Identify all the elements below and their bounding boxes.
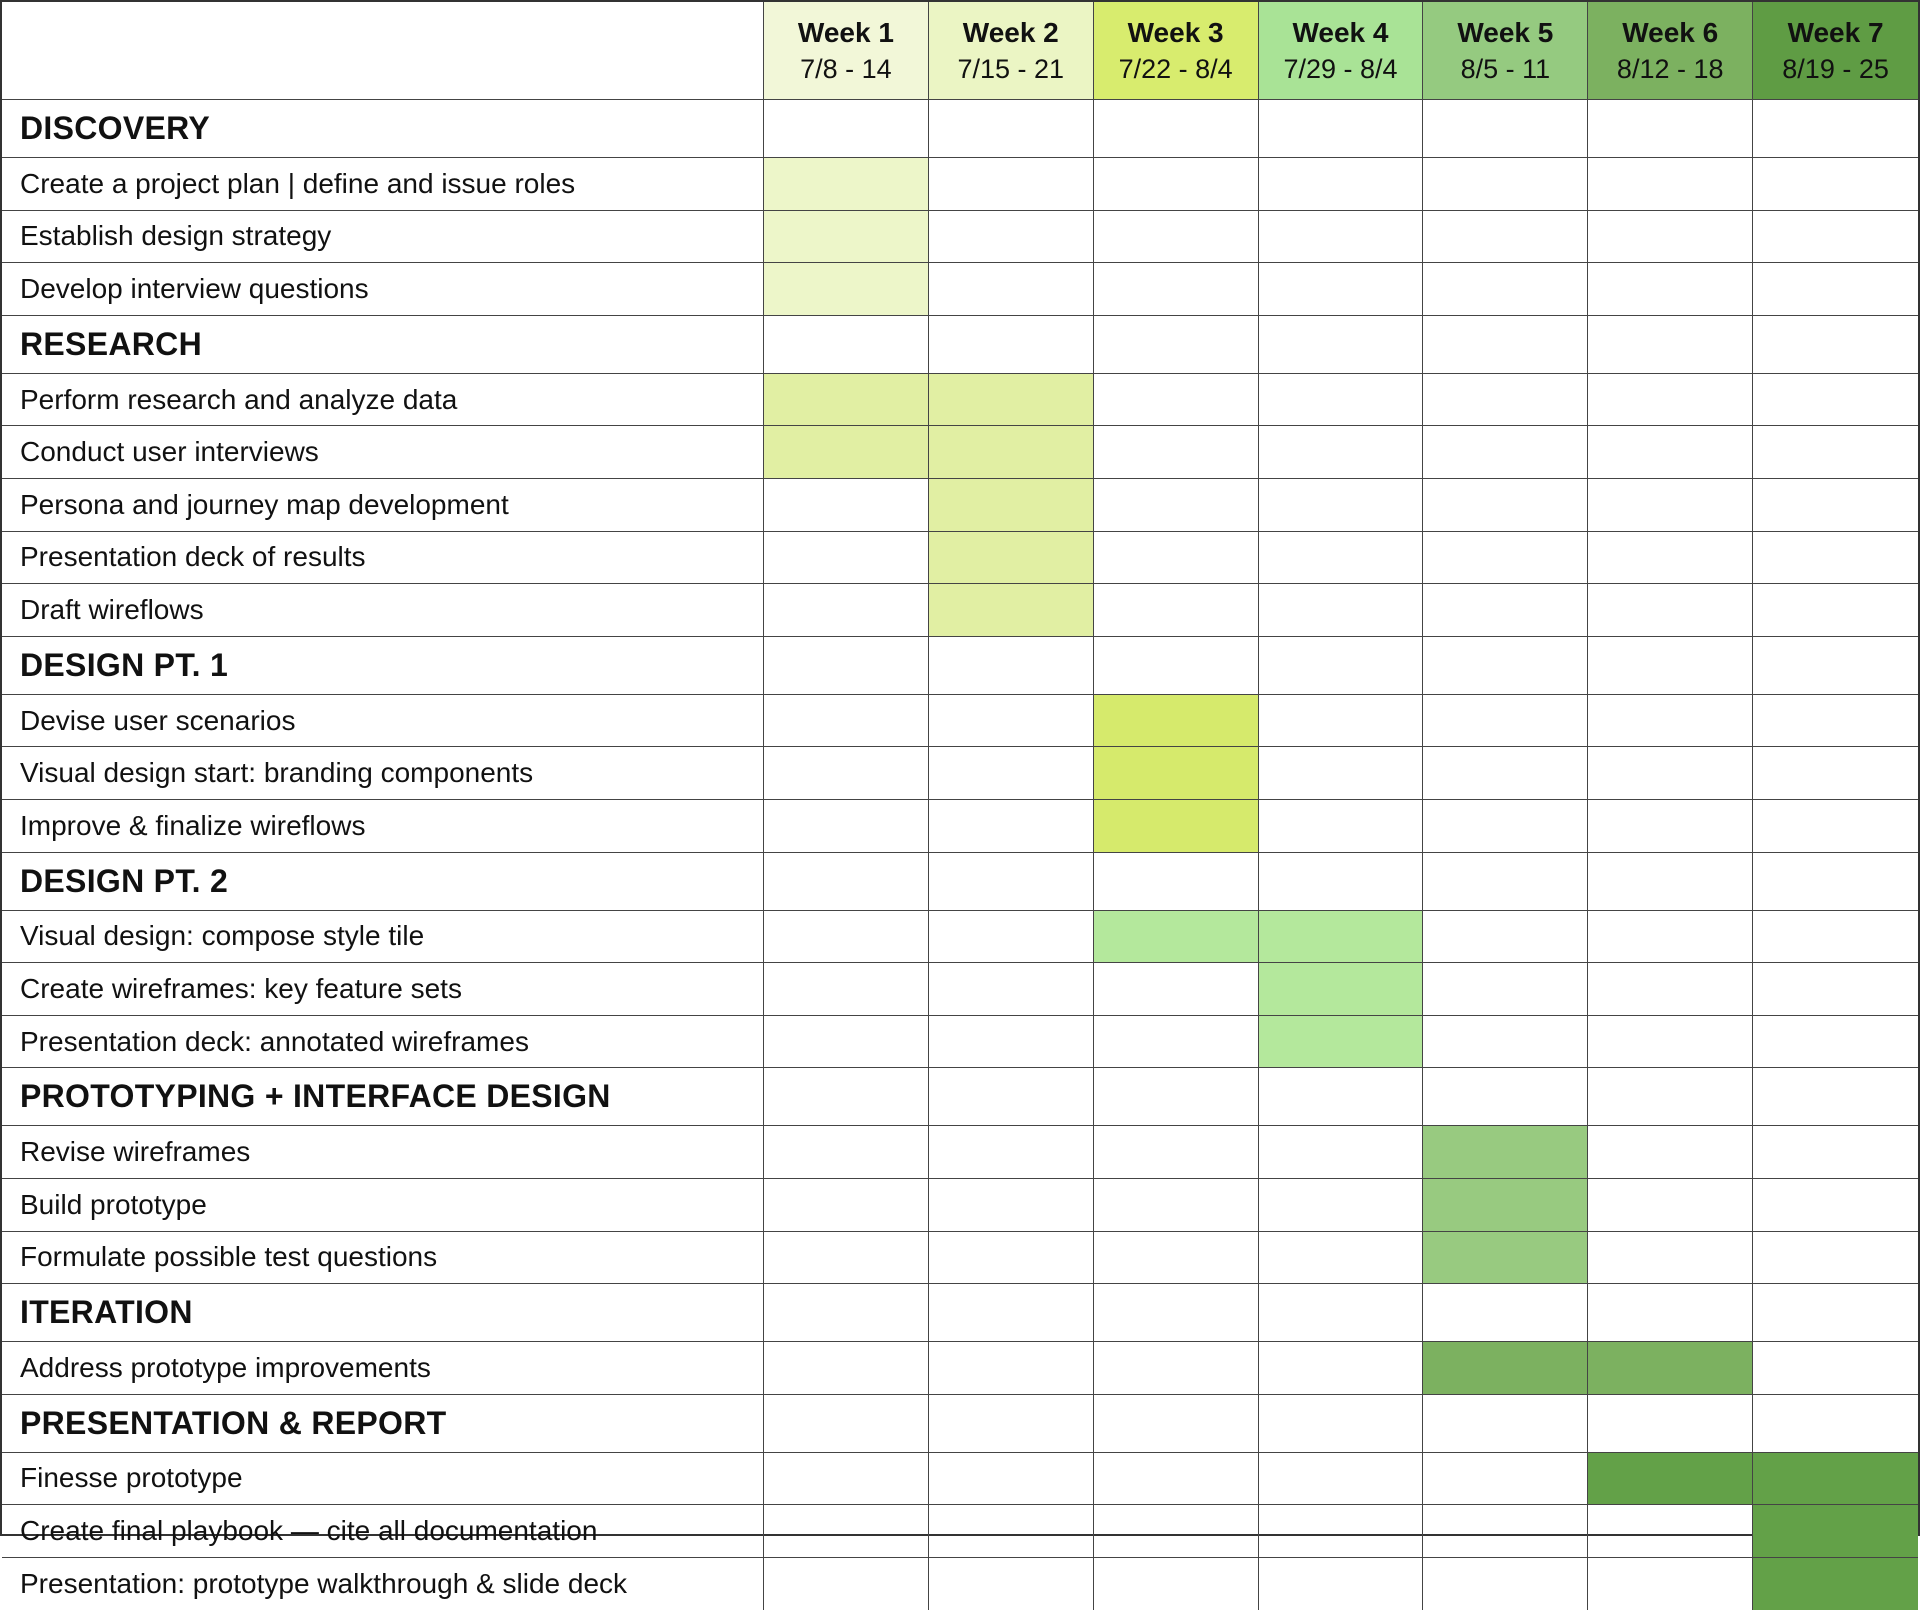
section-week-cell (1094, 1395, 1259, 1453)
week-cell (1094, 532, 1259, 585)
week-cell (1423, 532, 1588, 585)
week-name: Week 2 (962, 16, 1059, 48)
week-header-7 (1753, 2, 1918, 100)
section-week-cell (929, 1068, 1094, 1126)
week-cell (764, 1126, 929, 1179)
week-cell (1753, 211, 1918, 264)
section-week-cell (764, 637, 929, 695)
week-cell (1259, 532, 1424, 585)
gantt-bar-cell (1423, 1179, 1588, 1232)
week-cell (1588, 1016, 1753, 1069)
gantt-bar-cell (1588, 1453, 1753, 1506)
gantt-bar-cell (1094, 800, 1259, 853)
task-label: Presentation deck of results (2, 532, 764, 585)
section-week-cell (764, 100, 929, 158)
week-cell (1423, 695, 1588, 748)
week-cell (1588, 1179, 1753, 1232)
gantt-bar-cell (1094, 747, 1259, 800)
gantt-bar-cell (1259, 963, 1424, 1016)
section-title: DESIGN PT. 1 (2, 637, 764, 695)
week-cell (1753, 1126, 1918, 1179)
section-title: ITERATION (2, 1284, 764, 1342)
week-cell (1094, 584, 1259, 637)
section-week-cell (764, 853, 929, 911)
section-week-cell (1423, 1068, 1588, 1126)
week-cell (1423, 747, 1588, 800)
week-cell (1588, 1126, 1753, 1179)
section-week-cell (1094, 853, 1259, 911)
section-week-cell (1753, 100, 1918, 158)
week-cell (1423, 911, 1588, 964)
week-name: Week 4 (1292, 16, 1389, 48)
gantt-bar-cell (1423, 1232, 1588, 1285)
section-week-cell (929, 1395, 1094, 1453)
week-cell (929, 263, 1094, 316)
week-cell (1588, 426, 1753, 479)
week-cell (1094, 1505, 1259, 1558)
week-cell (1259, 695, 1424, 748)
section-week-cell (764, 1395, 929, 1453)
week-dates: 7/22 - 8/4 (1118, 53, 1233, 84)
task-label: Build prototype (2, 1179, 764, 1232)
task-label: Presentation deck: annotated wireframes (2, 1016, 764, 1069)
task-label: Improve & finalize wireflows (2, 800, 764, 853)
week-cell (1259, 211, 1424, 264)
week-cell (1588, 911, 1753, 964)
week-cell (929, 800, 1094, 853)
section-week-cell (1259, 316, 1424, 374)
week-cell (1094, 1232, 1259, 1285)
task-label: Revise wireframes (2, 1126, 764, 1179)
week-cell (1753, 695, 1918, 748)
section-week-cell (1753, 637, 1918, 695)
section-week-cell (1259, 1284, 1424, 1342)
section-week-cell (1423, 100, 1588, 158)
section-week-cell (1588, 1068, 1753, 1126)
task-label: Draft wireflows (2, 584, 764, 637)
week-cell (929, 747, 1094, 800)
gantt-bar-cell (929, 584, 1094, 637)
week-cell (1259, 1505, 1424, 1558)
task-label: Perform research and analyze data (2, 374, 764, 427)
gantt-bar-cell (1588, 1342, 1753, 1395)
week-cell (929, 911, 1094, 964)
week-cell (764, 1016, 929, 1069)
task-label: Conduct user interviews (2, 426, 764, 479)
section-week-cell (1259, 853, 1424, 911)
task-label: Establish design strategy (2, 211, 764, 264)
section-week-cell (1753, 853, 1918, 911)
gantt-bar-cell (929, 532, 1094, 585)
section-week-cell (929, 316, 1094, 374)
gantt-bar-cell (1753, 1558, 1918, 1610)
week-cell (929, 1342, 1094, 1395)
week-cell (1588, 584, 1753, 637)
gantt-bar-cell (764, 426, 929, 479)
section-week-cell (1259, 100, 1424, 158)
gantt-bar-cell (764, 211, 929, 264)
week-cell (929, 211, 1094, 264)
gantt-bar-cell (1423, 1126, 1588, 1179)
week-cell (1588, 800, 1753, 853)
task-label: Presentation: prototype walkthrough & slide deck (2, 1558, 764, 1610)
week-cell (1094, 963, 1259, 1016)
week-cell (1588, 532, 1753, 585)
week-cell (1423, 479, 1588, 532)
task-label: Finesse prototype (2, 1453, 764, 1506)
week-cell (1588, 1505, 1753, 1558)
week-cell (764, 1505, 929, 1558)
week-cell (1094, 479, 1259, 532)
gantt-bar-cell (764, 158, 929, 211)
week-cell (1094, 1453, 1259, 1506)
week-cell (929, 963, 1094, 1016)
week-name: Week 1 (797, 16, 894, 48)
week-cell (764, 911, 929, 964)
week-cell (1588, 695, 1753, 748)
section-week-cell (1094, 316, 1259, 374)
week-name: Week 6 (1622, 16, 1719, 48)
week-cell (764, 1453, 929, 1506)
week-cell (1094, 1016, 1259, 1069)
week-cell (764, 695, 929, 748)
task-label: Develop interview questions (2, 263, 764, 316)
week-cell (764, 1232, 929, 1285)
section-week-cell (929, 637, 1094, 695)
section-title: DESIGN PT. 2 (2, 853, 764, 911)
section-week-cell (1588, 637, 1753, 695)
week-cell (1259, 747, 1424, 800)
section-title: PRESENTATION & REPORT (2, 1395, 764, 1453)
week-cell (929, 1558, 1094, 1610)
week-dates: 8/12 - 18 (1616, 53, 1724, 84)
section-title: RESEARCH (2, 316, 764, 374)
week-cell (1259, 1126, 1424, 1179)
section-week-cell (1753, 1284, 1918, 1342)
week-cell (764, 963, 929, 1016)
gantt-bar-cell (1094, 911, 1259, 964)
week-cell (929, 1232, 1094, 1285)
week-cell (764, 1179, 929, 1232)
week-cell (1094, 158, 1259, 211)
week-cell (1753, 963, 1918, 1016)
gantt-bar-cell (1753, 1453, 1918, 1506)
week-cell (1588, 747, 1753, 800)
week-cell (1094, 211, 1259, 264)
week-cell (764, 584, 929, 637)
week-header-4 (1259, 2, 1424, 100)
week-cell (1588, 263, 1753, 316)
week-cell (1423, 158, 1588, 211)
section-week-cell (929, 1284, 1094, 1342)
week-cell (1423, 1453, 1588, 1506)
task-label: Formulate possible test questions (2, 1232, 764, 1285)
week-cell (929, 1453, 1094, 1506)
week-cell (1259, 800, 1424, 853)
week-cell (1423, 1016, 1588, 1069)
week-cell (929, 1505, 1094, 1558)
week-cell (1259, 1342, 1424, 1395)
section-week-cell (764, 1284, 929, 1342)
week-cell (1588, 158, 1753, 211)
week-cell (1094, 1342, 1259, 1395)
task-label: Address prototype improvements (2, 1342, 764, 1395)
week-cell (764, 800, 929, 853)
section-week-cell (929, 100, 1094, 158)
week-cell (1423, 1505, 1588, 1558)
week-cell (929, 1126, 1094, 1179)
week-dates: 8/19 - 25 (1782, 53, 1889, 84)
week-cell (1753, 374, 1918, 427)
section-week-cell (1423, 1284, 1588, 1342)
task-label: Create wireframes: key feature sets (2, 963, 764, 1016)
section-title: DISCOVERY (2, 100, 764, 158)
gantt-bar-cell (1423, 1342, 1588, 1395)
gantt-bar-cell (929, 479, 1094, 532)
week-dates: 7/8 - 14 (800, 53, 892, 84)
week-cell (929, 695, 1094, 748)
week-dates: 7/29 - 8/4 (1283, 53, 1398, 84)
week-cell (1259, 426, 1424, 479)
week-name: Week 5 (1457, 16, 1554, 48)
section-week-cell (1259, 637, 1424, 695)
week-cell (1423, 584, 1588, 637)
week-cell (1259, 479, 1424, 532)
week-cell (1753, 747, 1918, 800)
section-title: PROTOTYPING + INTERFACE DESIGN (2, 1068, 764, 1126)
week-name: Week 7 (1787, 16, 1884, 48)
section-week-cell (1423, 316, 1588, 374)
week-cell (929, 1016, 1094, 1069)
week-cell (1753, 532, 1918, 585)
week-cell (1094, 263, 1259, 316)
week-cell (1094, 1179, 1259, 1232)
section-week-cell (1588, 1284, 1753, 1342)
section-week-cell (1423, 637, 1588, 695)
header-corner-cell (2, 2, 764, 100)
week-cell (1753, 1179, 1918, 1232)
week-cell (764, 747, 929, 800)
week-cell (1753, 800, 1918, 853)
task-label: Visual design: compose style tile (2, 911, 764, 964)
week-cell (1423, 1558, 1588, 1610)
section-week-cell (1588, 1395, 1753, 1453)
section-week-cell (1094, 100, 1259, 158)
week-cell (1423, 263, 1588, 316)
section-week-cell (764, 1068, 929, 1126)
week-cell (1259, 1453, 1424, 1506)
section-week-cell (1094, 1284, 1259, 1342)
week-cell (1423, 374, 1588, 427)
week-cell (764, 532, 929, 585)
week-cell (1094, 374, 1259, 427)
gantt-bar-cell (764, 263, 929, 316)
gantt-bar-cell (929, 374, 1094, 427)
week-cell (1753, 911, 1918, 964)
week-cell (1259, 584, 1424, 637)
section-week-cell (1094, 1068, 1259, 1126)
week-cell (1259, 1558, 1424, 1610)
week-cell (1423, 800, 1588, 853)
week-cell (1588, 963, 1753, 1016)
week-cell (1588, 211, 1753, 264)
task-label: Persona and journey map development (2, 479, 764, 532)
week-cell (1588, 479, 1753, 532)
section-week-cell (764, 316, 929, 374)
week-header-3 (1094, 2, 1259, 100)
week-cell (1259, 1232, 1424, 1285)
section-week-cell (1259, 1068, 1424, 1126)
gantt-bar-cell (1259, 911, 1424, 964)
week-header-2 (929, 2, 1094, 100)
week-cell (929, 1179, 1094, 1232)
week-cell (1588, 1232, 1753, 1285)
week-dates: 7/15 - 21 (957, 53, 1065, 84)
week-cell (1094, 426, 1259, 479)
week-cell (1259, 374, 1424, 427)
week-cell (1423, 211, 1588, 264)
week-name: Week 3 (1127, 16, 1224, 48)
section-week-cell (1753, 316, 1918, 374)
week-cell (1094, 1126, 1259, 1179)
week-header-5 (1423, 2, 1588, 100)
section-week-cell (1588, 100, 1753, 158)
week-cell (1259, 158, 1424, 211)
week-header-6 (1588, 2, 1753, 100)
week-cell (1753, 584, 1918, 637)
week-cell (764, 479, 929, 532)
task-label: Devise user scenarios (2, 695, 764, 748)
week-cell (1588, 1558, 1753, 1610)
week-cell (1753, 1016, 1918, 1069)
section-week-cell (929, 853, 1094, 911)
week-dates: 8/5 - 11 (1460, 53, 1551, 84)
section-week-cell (1588, 316, 1753, 374)
week-cell (764, 1342, 929, 1395)
week-cell (1094, 1558, 1259, 1610)
task-label: Visual design start: branding components (2, 747, 764, 800)
task-label: Create final playbook — cite all documentation (2, 1505, 764, 1558)
gantt-bar-cell (1753, 1505, 1918, 1558)
week-cell (1753, 1232, 1918, 1285)
section-week-cell (1423, 853, 1588, 911)
week-cell (1753, 158, 1918, 211)
section-week-cell (1753, 1395, 1918, 1453)
week-header-1 (764, 2, 929, 100)
week-cell (1259, 1179, 1424, 1232)
gantt-bar-cell (1094, 695, 1259, 748)
week-cell (1753, 1342, 1918, 1395)
section-week-cell (1259, 1395, 1424, 1453)
week-cell (929, 158, 1094, 211)
gantt-bar-cell (764, 374, 929, 427)
section-week-cell (1588, 853, 1753, 911)
week-cell (1588, 374, 1753, 427)
week-cell (1753, 479, 1918, 532)
section-week-cell (1423, 1395, 1588, 1453)
week-cell (764, 1558, 929, 1610)
week-cell (1423, 426, 1588, 479)
week-cell (1753, 263, 1918, 316)
gantt-bar-cell (1259, 1016, 1424, 1069)
week-cell (1753, 426, 1918, 479)
section-week-cell (1753, 1068, 1918, 1126)
gantt-bar-cell (929, 426, 1094, 479)
section-week-cell (1094, 637, 1259, 695)
week-cell (1259, 263, 1424, 316)
task-label: Create a project plan | define and issue roles (2, 158, 764, 211)
week-cell (1423, 963, 1588, 1016)
